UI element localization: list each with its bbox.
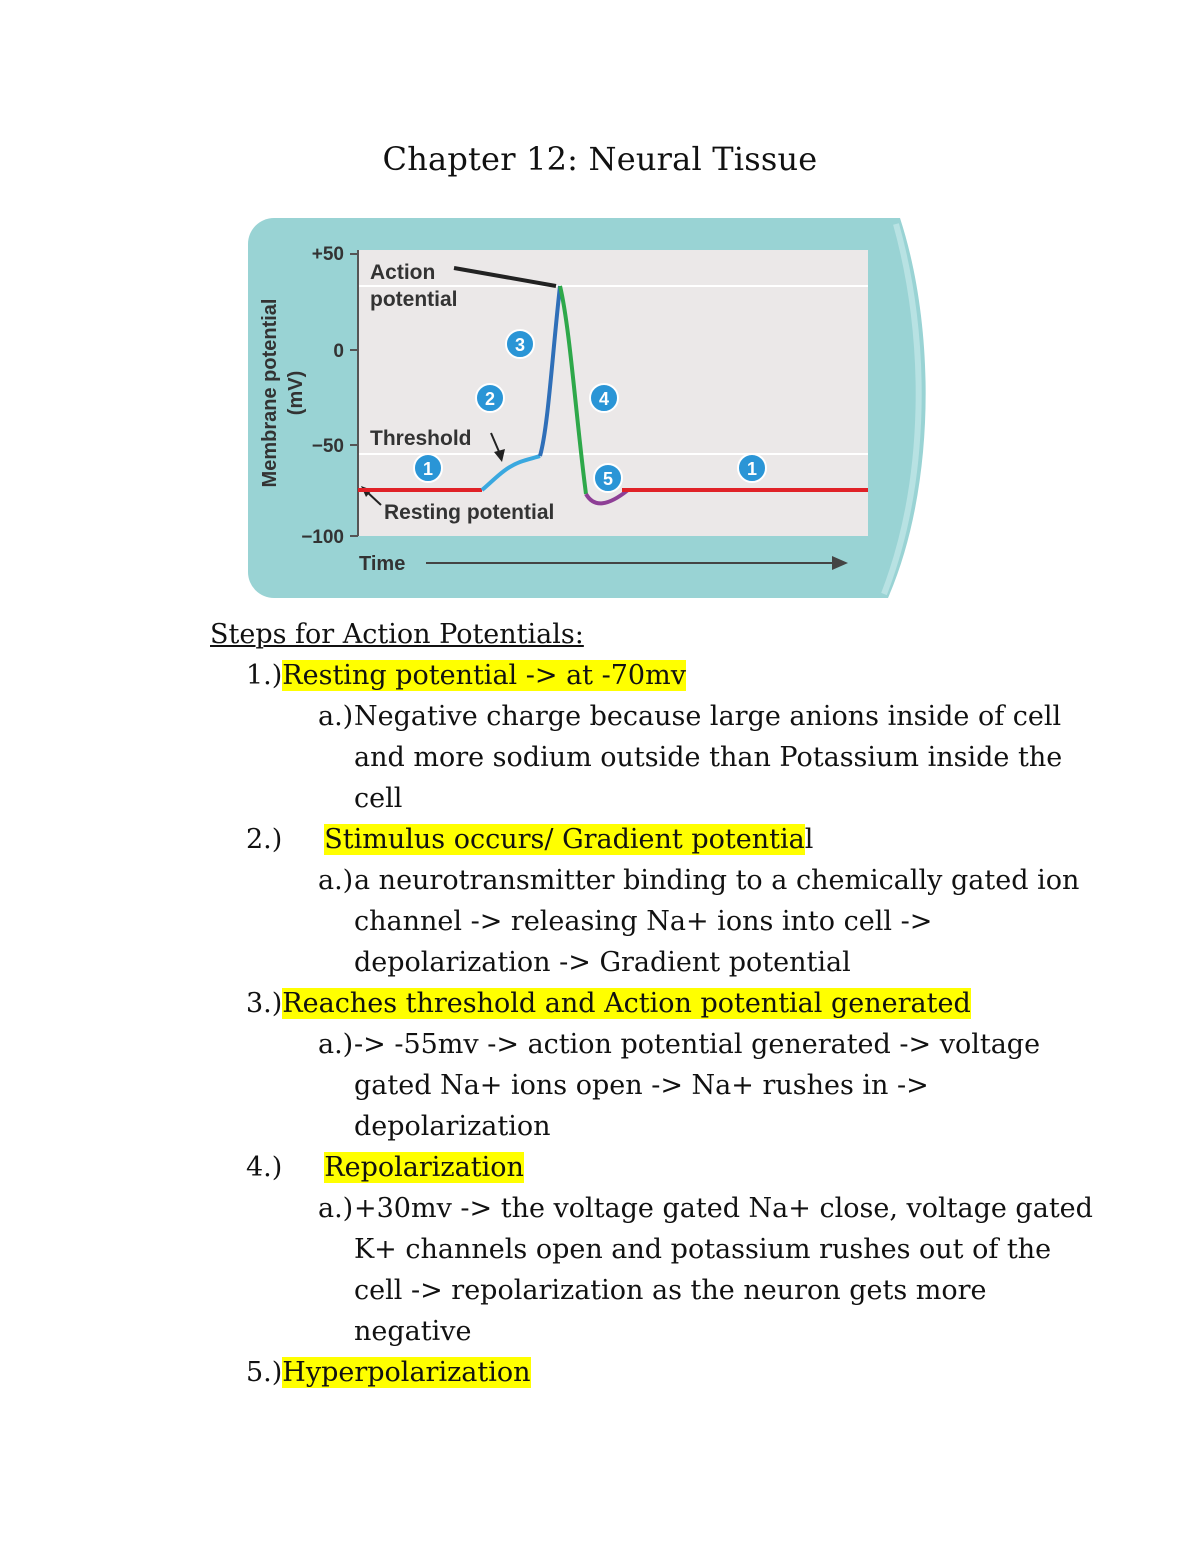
step-number: 5.) [246, 1357, 283, 1388]
sub-line: depolarization -> Gradient potential [354, 947, 851, 978]
step-number: 2.) [246, 824, 283, 855]
sub-line: and more sodium outside than Potassium inside the [354, 742, 1063, 773]
sub-marker: a.) [318, 1029, 354, 1060]
svg-text:5: 5 [602, 469, 614, 489]
svg-text:1: 1 [746, 459, 758, 479]
step-text: Reaches threshold and Action potential generated [282, 988, 971, 1019]
sub-line: cell [354, 783, 403, 814]
step-text-tail: l [804, 824, 814, 855]
step-text: Resting potential -> at -70mv [282, 660, 686, 691]
sub-line: +30mv -> the voltage gated Na+ close, voltage gated [354, 1193, 1093, 1224]
svg-text:3: 3 [514, 335, 526, 355]
y-tick-minus100: −100 [301, 527, 344, 548]
sub-marker: a.) [318, 701, 354, 732]
sub-line: a neurotransmitter binding to a chemically gated ion [354, 865, 1080, 896]
steps-heading: Steps for Action Potentials: [210, 619, 584, 650]
x-axis-label: Time [359, 553, 406, 575]
y-tick-plus50: +50 [311, 244, 344, 265]
sub-item [210, 1024, 1110, 1065]
label-resting: Resting potential [384, 501, 555, 524]
label-action: Action [370, 261, 436, 284]
step-number: 1.) [246, 660, 283, 691]
svg-text:4: 4 [598, 389, 610, 409]
sub-item [210, 1188, 1110, 1229]
marker-3 [506, 330, 534, 358]
sub-item [210, 860, 1110, 901]
marker-1-left [414, 454, 442, 482]
marker-5 [594, 464, 622, 492]
step-4 [210, 1147, 1110, 1188]
step-3 [210, 983, 1110, 1024]
step-number: 4.) [246, 1152, 283, 1183]
svg-text:2: 2 [484, 389, 496, 409]
step-1 [210, 655, 1110, 696]
step-5 [210, 1352, 1110, 1393]
notes-section [210, 614, 1110, 1393]
label-potential: potential [370, 288, 458, 311]
sub-line: channel -> releasing Na+ ions into cell -> [354, 906, 933, 937]
sub-marker: a.) [318, 1193, 354, 1224]
step-text: Stimulus occurs/ Gradient potentia [324, 824, 805, 855]
marker-2 [476, 384, 504, 412]
sub-marker: a.) [318, 865, 354, 896]
label-threshold: Threshold [370, 427, 472, 450]
step-text: Hyperpolarization [282, 1357, 531, 1388]
action-potential-figure [248, 218, 932, 598]
y-tick-minus50: −50 [311, 436, 344, 457]
sub-line: -> -55mv -> action potential generated -> voltage [354, 1029, 1041, 1060]
svg-text:1: 1 [422, 459, 434, 479]
y-axis-label: Membrane potential [259, 298, 281, 488]
sub-line: depolarization [354, 1111, 551, 1142]
sub-line: gated Na+ ions open -> Na+ rushes in -> [354, 1070, 929, 1101]
sub-line: cell -> repolarization as the neuron gets more negative [354, 1275, 987, 1347]
y-axis-unit: (mV) [285, 370, 307, 416]
sub-line: Negative charge because large anions inside of cell [354, 701, 1062, 732]
y-tick-0: 0 [333, 341, 344, 362]
marker-4 [590, 384, 618, 412]
sub-item [210, 696, 1110, 737]
step-2 [210, 819, 1110, 860]
marker-1-right [738, 454, 766, 482]
sub-line: K+ channels open and potassium rushes out of the [354, 1234, 1052, 1265]
step-number: 3.) [246, 988, 283, 1019]
page-title: Chapter 12: Neural Tissue [382, 140, 818, 178]
step-text: Repolarization [324, 1152, 524, 1183]
